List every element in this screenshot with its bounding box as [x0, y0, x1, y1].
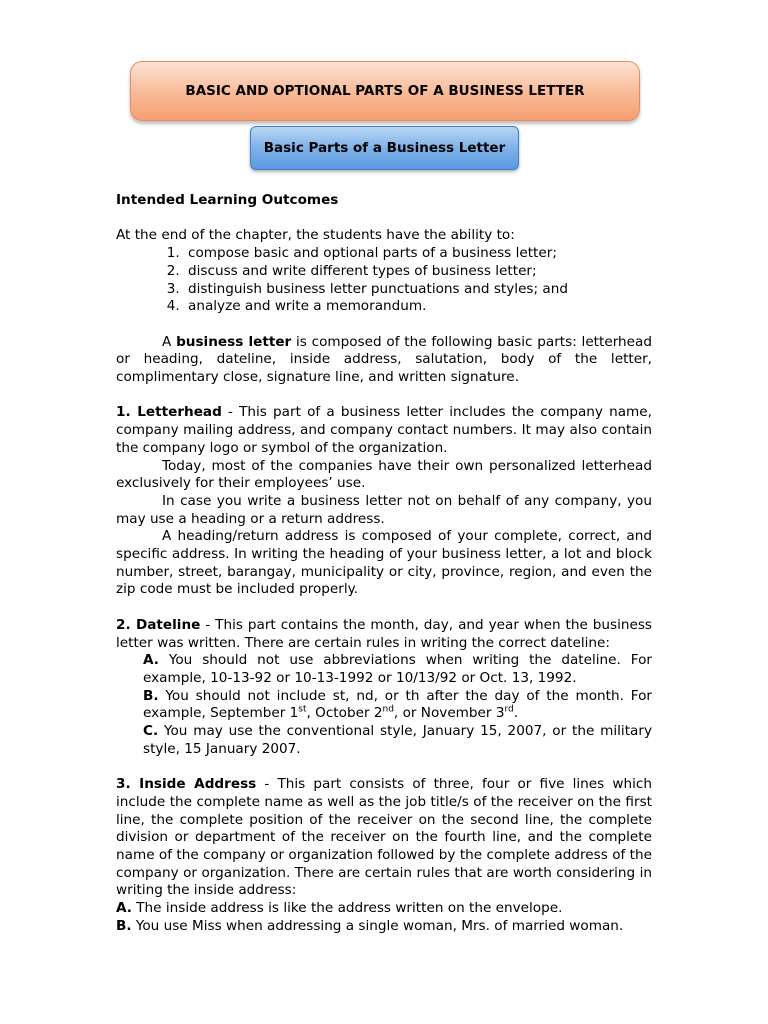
- page-title: BASIC AND OPTIONAL PARTS OF A BUSINESS LETTER: [185, 83, 585, 99]
- document-body: [116, 192, 652, 935]
- term-business-letter: business letter: [176, 333, 292, 350]
- dateline-rule-b: B. You should not include st, nd, or th after the day of the month. For example, September 1st, October 2nd, or November 3rd.: [143, 687, 652, 722]
- title-banner: [130, 61, 640, 121]
- dateline-rule-a: A. You should not use abbreviations when writing the dateline. For example, 10-13-92 or 10-13-1992 or 10/13/92 or Oct. 13, 1992.: [143, 652, 652, 686]
- section-title: Basic Parts of a Business Letter: [263, 140, 506, 156]
- list-item: 1. compose basic and optional parts of a business letter;: [184, 245, 652, 263]
- outcomes-intro: At the end of the chapter, the students have the ability to:: [116, 227, 515, 244]
- inside-address-paragraph: 3. Inside Address - This part consists of three, four or five lines which include the complete name as well as the job title/s of the receiver on the first line, the complete position of the receiver on the second line, the complete division or department of the receiver on the fourth line, and the complete name of the company or organization followed by the complete address of the company or organization. There are certain rules that are worth considering in writing the inside address:: [116, 776, 652, 899]
- letterhead-paragraph-3: In case you write a business letter not on behalf of any company, you may use a heading or a return address.: [116, 492, 652, 527]
- list-item: 4. analyze and write a memorandum.: [184, 298, 652, 316]
- letterhead-paragraph-2: Today, most of the companies have their own personalized letterhead exclusively for their employees’ use.: [116, 457, 652, 492]
- dateline-heading: 2. Dateline: [116, 616, 201, 633]
- list-item: 3. distinguish business letter punctuations and styles; and: [184, 281, 652, 299]
- inside-address-rule-a: A. The inside address is like the address written on the envelope.: [116, 900, 563, 917]
- inside-address-heading: 3. Inside Address: [116, 776, 257, 793]
- list-item: 2. discuss and write different types of business letter;: [184, 263, 652, 281]
- subtitle-banner: [250, 126, 519, 170]
- outcomes-list: [116, 245, 652, 316]
- letterhead-paragraph-4: A heading/return address is composed of your complete, correct, and specific address. In writing the heading of your business letter, a lot and block number, street, barangay, municipality or city, province, region, and even the zip code must be included properly.: [116, 528, 652, 598]
- letterhead-heading: 1. Letterhead: [116, 404, 222, 421]
- letterhead-paragraph: 1. Letterhead - This part of a business letter includes the company name, company mailing address, and company contact numbers. It may also contain the company logo or symbol of the organization.: [116, 404, 652, 456]
- inside-address-rule-b: B. You use Miss when addressing a single woman, Mrs. of married woman.: [116, 917, 624, 934]
- intro-paragraph: A business letter is composed of the following basic parts: letterhead or heading, dateline, inside address, salutation, body of the letter, complimentary close, signature line, and written signature.: [116, 333, 652, 385]
- dateline-rule-c: C. You may use the conventional style, January 15, 2007, or the military style, 15 January 2007.: [143, 723, 652, 757]
- outcomes-heading: Intended Learning Outcomes: [116, 192, 339, 208]
- dateline-paragraph: 2. Dateline - This part contains the month, day, and year when the business letter was written. There are certain rules in writing the correct dateline:: [116, 616, 653, 651]
